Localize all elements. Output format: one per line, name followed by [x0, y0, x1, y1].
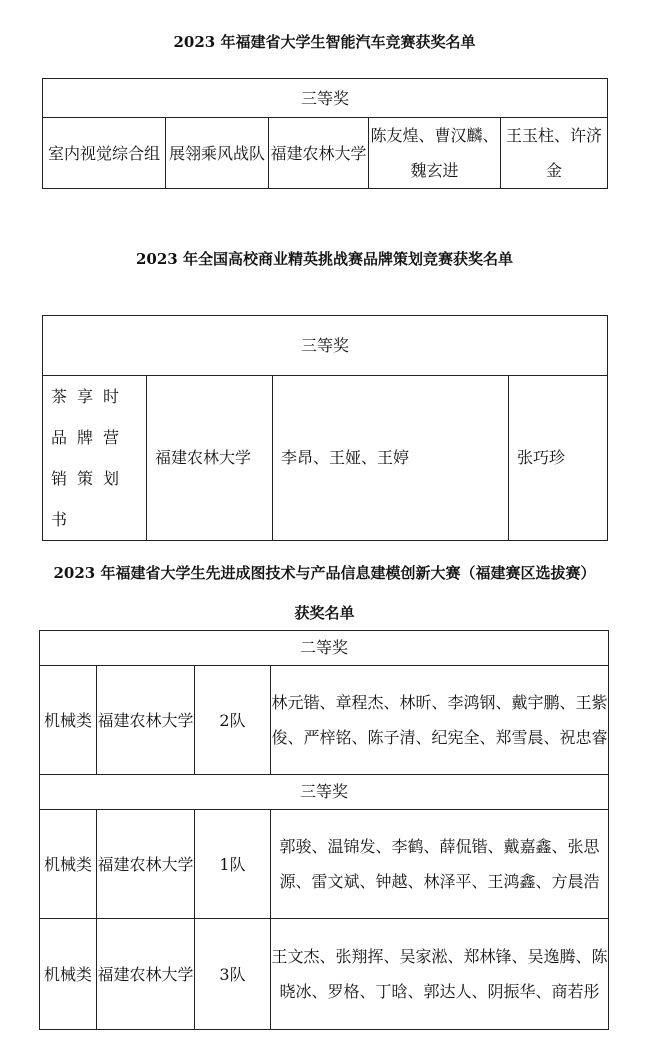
table-cell-advisors: 张巧珍 — [509, 376, 608, 541]
table-cell-members: 林元锴、章程杰、林昕、李鸿钢、戴宇鹏、王紫俊、严梓铭、陈子清、纪宪全、郑雪晨、祝忠睿 — [271, 666, 609, 775]
table-cell-category: 室内视觉综合组 — [43, 118, 166, 189]
table-cell-school: 福建农林大学 — [97, 666, 195, 775]
table-cell-school: 福建农林大学 — [97, 810, 195, 919]
table-cell-school: 福建农林大学 — [97, 919, 195, 1030]
section3-subtitle: 获奖名单 — [294, 604, 355, 622]
award-level: 三等奖 — [43, 79, 608, 118]
section2-title: 2023 年全国高校商业精英挑战赛品牌策划竞赛获奖名单 — [136, 250, 513, 268]
table-cell-category: 机械类 — [40, 810, 97, 919]
award-level: 二等奖 — [40, 631, 609, 666]
table-cell-members: 郭骏、温锦发、李鹤、薛侃锴、戴嘉鑫、张思源、雷文斌、钟越、林泽平、王鸿鑫、方晨浩 — [271, 810, 609, 919]
table-cell-school: 福建农林大学 — [269, 118, 369, 189]
table-cell-team: 展翎乘风战队 — [166, 118, 269, 189]
table-cell-members: 李昂、王娅、王婷 — [273, 376, 509, 541]
section1-title: 2023 年福建省大学生智能汽车竞赛获奖名单 — [173, 33, 476, 51]
award-level: 三等奖 — [40, 775, 609, 810]
table-cell-advisors: 王玉柱、许济金 — [501, 118, 608, 189]
section3-table — [39, 630, 609, 1030]
table-cell-members: 王文杰、张翔挥、吴家淞、郑林锋、吴逸腾、陈晓冰、罗格、丁晗、郭达人、阴振华、商若彤 — [271, 919, 609, 1030]
section1-table — [42, 78, 608, 189]
table-cell-team: 2队 — [195, 666, 271, 775]
table-cell-team: 3队 — [195, 919, 271, 1030]
award-level: 三等奖 — [43, 316, 608, 376]
table-cell-members: 陈友煌、曹汉麟、魏玄进 — [369, 118, 501, 189]
section3-title: 2023 年福建省大学生先进成图技术与产品信息建模创新大赛（福建赛区选拔赛） — [53, 564, 596, 582]
section2-table — [42, 315, 608, 541]
table-cell-category: 机械类 — [40, 919, 97, 1030]
table-cell-project: 茶享时品牌营销策划书 — [43, 376, 147, 541]
table-cell-team: 1队 — [195, 810, 271, 919]
table-cell-category: 机械类 — [40, 666, 97, 775]
table-cell-school: 福建农林大学 — [147, 376, 273, 541]
